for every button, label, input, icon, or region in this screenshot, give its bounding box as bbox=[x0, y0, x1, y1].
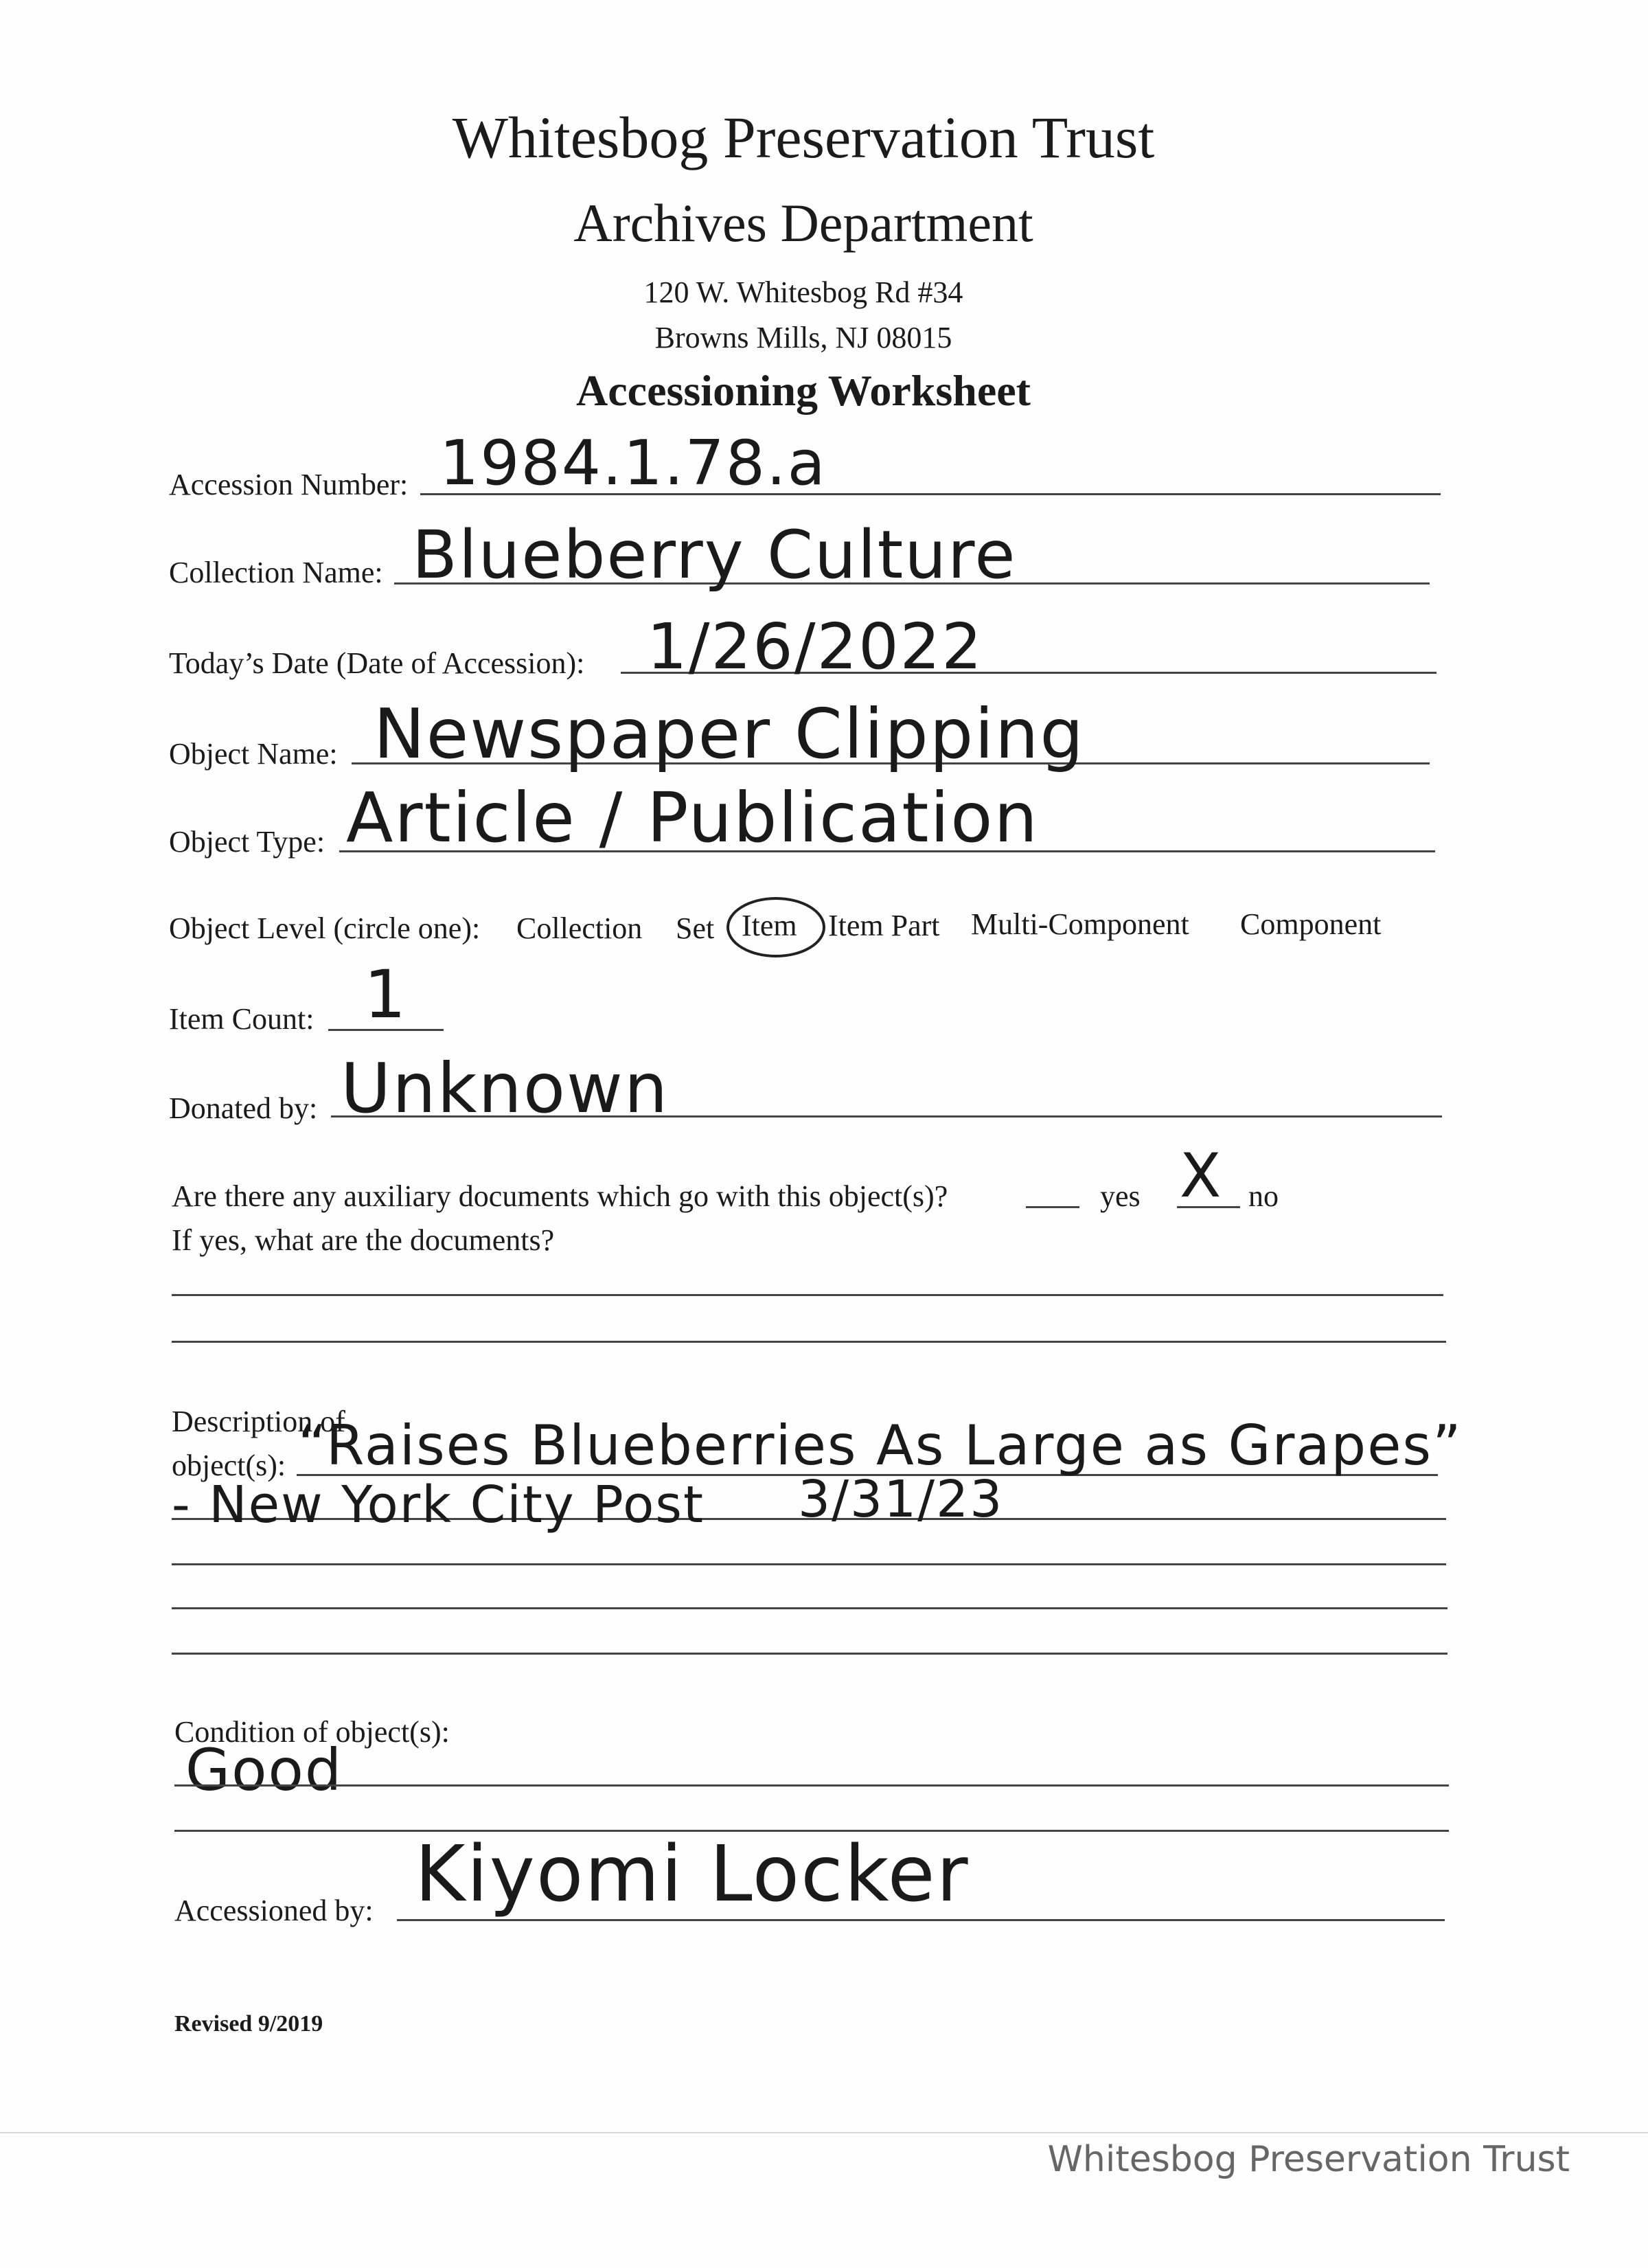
accessioned-by-label: Accessioned by: bbox=[174, 1894, 374, 1927]
condition-label: Condition of object(s): bbox=[174, 1715, 450, 1749]
object-name-value: Newspaper Clipping bbox=[374, 694, 1085, 774]
accession-number-label: Accession Number: bbox=[169, 468, 409, 501]
donated-by-value: Unknown bbox=[341, 1048, 670, 1129]
todays-date-label: Today’s Date (Date of Accession): bbox=[169, 646, 585, 680]
auxiliary-no-mark: X bbox=[1180, 1140, 1223, 1211]
description-value-line-2: - New York City Post bbox=[172, 1475, 705, 1534]
auxiliary-yes-label: yes bbox=[1100, 1179, 1141, 1213]
accessioned-by-value: Kiyomi Locker bbox=[415, 1830, 970, 1919]
watermark-text: Whitesbog Preservation Trust bbox=[1047, 2139, 1570, 2180]
object-name-label: Object Name: bbox=[169, 737, 338, 771]
auxiliary-answer-line-1 bbox=[172, 1294, 1443, 1296]
description-line-4 bbox=[172, 1607, 1447, 1609]
description-label-line-1: Description of bbox=[172, 1405, 345, 1438]
org-title: Whitesbog Preservation Trust bbox=[452, 104, 1155, 170]
object-level-option-component: Component bbox=[1240, 907, 1382, 941]
description-value-line-1: “Raises Blueberries As Large as Grapes” bbox=[298, 1414, 1463, 1477]
description-line-3 bbox=[172, 1563, 1446, 1565]
revised-note: Revised 9/2019 bbox=[174, 2011, 323, 2037]
object-level-option-collection: Collection bbox=[516, 911, 643, 945]
address-line-1: 120 W. Whitesbog Rd #34 bbox=[643, 275, 963, 309]
item-count-label: Item Count: bbox=[169, 1002, 314, 1036]
form-title: Accessioning Worksheet bbox=[576, 366, 1031, 415]
item-count-value: 1 bbox=[364, 956, 408, 1033]
object-level-option-item-part: Item Part bbox=[828, 909, 940, 942]
auxiliary-answer-line-2 bbox=[172, 1341, 1446, 1343]
object-level-label: Object Level (circle one): bbox=[169, 911, 481, 945]
description-line-5 bbox=[172, 1653, 1447, 1655]
condition-line-1 bbox=[174, 1784, 1449, 1787]
scan-bottom-edge bbox=[0, 2132, 1648, 2133]
department-title: Archives Department bbox=[573, 193, 1033, 253]
address-line-2: Browns Mills, NJ 08015 bbox=[654, 321, 952, 354]
accessioned-by-line bbox=[397, 1919, 1445, 1921]
donated-by-label: Donated by: bbox=[169, 1091, 318, 1125]
object-level-option-set: Set bbox=[676, 911, 715, 945]
description-value-date: 3/31/23 bbox=[798, 1470, 1004, 1529]
condition-value: Good bbox=[185, 1736, 343, 1804]
collection-name-label: Collection Name: bbox=[169, 556, 383, 589]
auxiliary-yes-line bbox=[1026, 1206, 1079, 1208]
object-level-option-multi-component: Multi-Component bbox=[971, 907, 1189, 941]
object-type-label: Object Type: bbox=[169, 825, 325, 859]
description-label-line-2: object(s): bbox=[172, 1449, 286, 1482]
object-level-option-item: Item bbox=[742, 909, 797, 942]
object-type-value: Article / Publication bbox=[346, 778, 1039, 858]
accession-number-value: 1984.1.78.a bbox=[439, 427, 827, 499]
todays-date-value: 1/26/2022 bbox=[647, 610, 983, 683]
collection-name-value: Blueberry Culture bbox=[412, 517, 1017, 593]
auxiliary-question: Are there any auxiliary documents which go with this object(s)? bbox=[172, 1179, 948, 1213]
auxiliary-followup: If yes, what are the documents? bbox=[172, 1223, 555, 1257]
auxiliary-no-label: no bbox=[1248, 1179, 1279, 1213]
